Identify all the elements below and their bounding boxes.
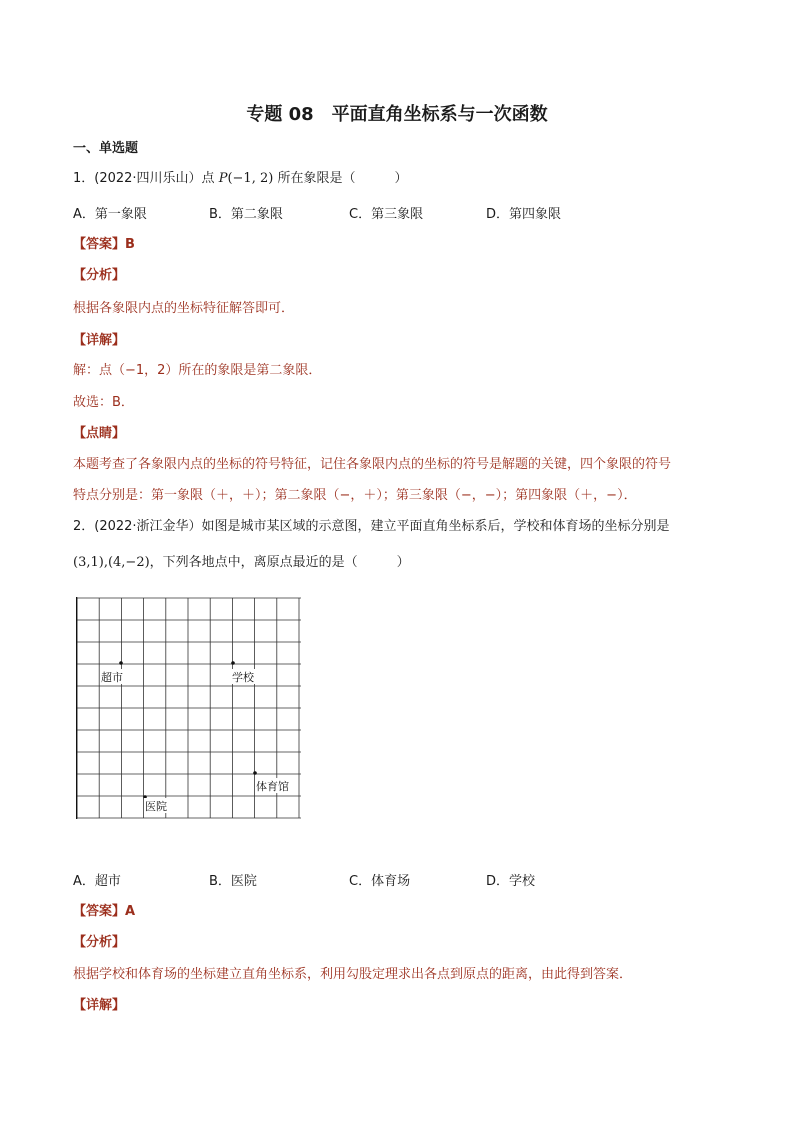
school-point [231, 661, 235, 665]
q1-comment-tag: 【点睛】 [73, 426, 126, 441]
q2-option-c: C．体育场 [349, 874, 411, 889]
q1-option-c: C．第三象限 [349, 207, 424, 222]
section-heading: 一、单选题 [73, 141, 139, 156]
q1-option-b: B．第二象限 [209, 207, 283, 222]
q1-comment-line1: 本题考查了各象限内点的坐标的符号特征，记住各象限内点的坐标的符号是解题的关键，四个象限的符号 [73, 457, 672, 472]
q2-line1: 2．(2022·浙江金华）如图是城市某区域的示意图，建立平面直角坐标系后，学校和体育场的坐标分别是 [73, 519, 670, 534]
q2-line2 [73, 556, 410, 569]
q2-detail-tag: 【详解】 [73, 998, 126, 1013]
city-grid-figure [76, 597, 302, 819]
q2-analysis: 根据学校和体育场的坐标建立直角坐标系，利用勾股定理求出各点到原点的距离，由此得到答案． [73, 967, 633, 982]
q1-choice: 故选：B． [73, 395, 134, 410]
school-label: 学校 [232, 671, 254, 684]
q2-coords: (3,1),(4,−2) [73, 555, 150, 570]
q2-line2-suffix: ，下列各地点中，离原点最近的是（ ） [149, 555, 410, 570]
hospital-label: 医院 [145, 800, 167, 813]
q1-answer: 【答案】B [73, 237, 135, 252]
q2-option-a: A．超市 [73, 874, 121, 889]
q1-analysis-tag: 【分析】 [73, 268, 126, 283]
q2-analysis-tag: 【分析】 [73, 935, 126, 950]
q1-comment-line2: 特点分别是：第一象限（＋，＋）；第二象限（−，＋）；第三象限（−，−）；第四象限（＋，−）． [73, 488, 637, 503]
q1-prefix: 1．(2022·四川乐山）点 [73, 171, 215, 186]
q1-suffix: 所在象限是（ ） [277, 171, 408, 186]
q1-detail: 解：点（−1，2）所在的象限是第二象限． [73, 363, 322, 378]
q2-option-d: D．学校 [486, 874, 536, 889]
q1-option-a: A．第一象限 [73, 207, 147, 222]
page-title: 专题 08 平面直角坐标系与一次函数 [246, 104, 548, 125]
q1-point-var: P [218, 171, 228, 186]
supermarket-point [119, 661, 123, 665]
q1-detail-tag: 【详解】 [73, 333, 126, 348]
q2-answer: 【答案】A [73, 904, 136, 919]
q1-option-d: D．第四象限 [486, 207, 562, 222]
stadium-label: 体育馆 [256, 780, 289, 793]
q1-stem [73, 172, 407, 185]
q1-point-coords: (−1, 2) [227, 171, 274, 186]
supermarket-label: 超市 [101, 671, 123, 684]
stadium-point [253, 771, 257, 775]
q1-analysis: 根据各象限内点的坐标特征解答即可． [73, 301, 295, 316]
q2-option-b: B．医院 [209, 874, 257, 889]
